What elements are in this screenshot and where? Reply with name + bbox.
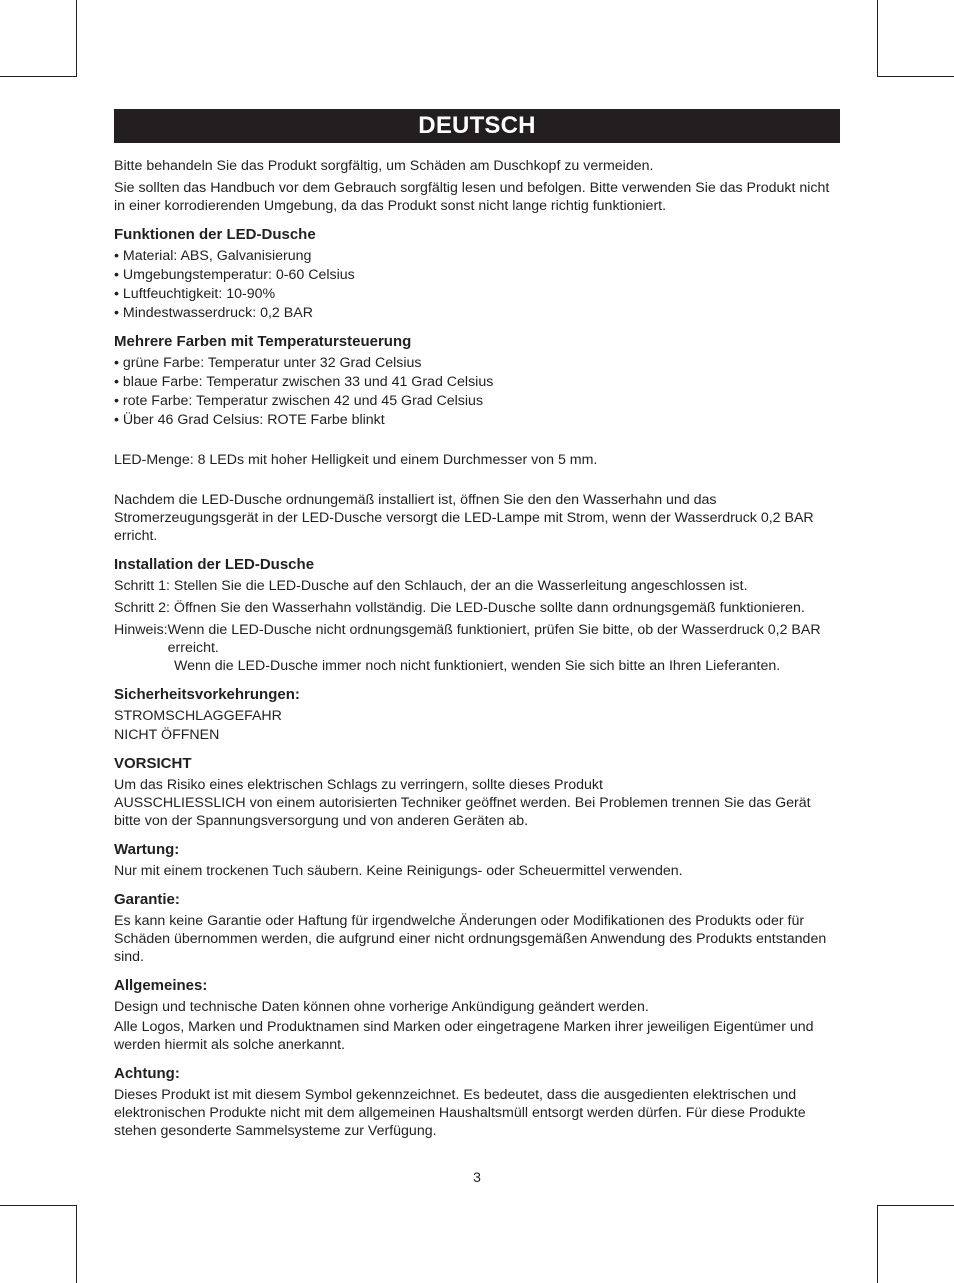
intro-paragraph-2: Sie sollten das Handbuch vor dem Gebrauch sorgfältig lesen und befolgen. Bitte verwenden Sie das Produkt nicht in einer korrodierenden Umgebung, da das Produkt sonst nicht lange richtig funktioniert. — [114, 180, 830, 214]
list-item: • Luftfeuchtigkeit: 10-90% — [114, 286, 276, 302]
hint-label: Hinweis: — [114, 622, 168, 638]
general-line-2: Alle Logos, Marken und Produktnamen sind Marken oder eingetragene Marken ihrer jeweiligen Eigentümer und werden hiermit als solche anerkannt. — [114, 1019, 814, 1053]
crop-mark-bottom-left-h — [0, 1205, 77, 1206]
installation-step-2: Schritt 2: Öffnen Sie den Wasserhahn vollständig. Die LED-Dusche sollte dann ordnungsgemäß funktionieren. — [114, 600, 805, 616]
safety-line-1: STROMSCHLAGGEFAHR — [114, 708, 282, 724]
section-heading-maintenance: Wartung: — [114, 841, 180, 858]
section-heading-functions: Funktionen der LED-Dusche — [114, 226, 316, 243]
list-item: • Material: ABS, Galvanisierung — [114, 248, 312, 264]
general-line-1: Design und technische Daten können ohne vorherige Ankündigung geändert werden. — [114, 999, 649, 1015]
list-item: • grüne Farbe: Temperatur unter 32 Grad Celsius — [114, 355, 422, 371]
page-number: 3 — [473, 1169, 481, 1185]
installation-note: Nachdem die LED-Dusche ordnungemäß installiert ist, öffnen Sie den den Wasserhahn und das Stromerzeugungsgerät in der LED-Dusche versorgt die LED-Lampe mit Strom, wenn der Wasserdruck 0,2 BAR erricht. — [114, 492, 814, 544]
intro-paragraph-1: Bitte behandeln Sie das Produkt sorgfältig, um Schäden am Duschkopf zu vermeiden. — [114, 158, 654, 174]
section-heading-caution: VORSICHT — [114, 755, 192, 772]
crop-mark-bottom-left-v — [76, 1205, 77, 1283]
crop-mark-top-right-h — [877, 76, 954, 77]
document-body — [114, 157, 840, 1140]
warranty-text: Es kann keine Garantie oder Haftung für irgendwelche Änderungen oder Modifikationen des Produkts oder für Schäden übernommen werden, die aufgrund einer nicht ordnungsgemäßen Anwendung des Produkts entstanden sind. — [114, 913, 827, 965]
hint-text-1: Wenn die LED-Dusche nicht ordnungsgemäß funktioniert, prüfen Sie bitte, ob der Wasserdruck 0,2 BAR erreicht. — [167, 622, 821, 656]
list-item: • Mindestwasserdruck: 0,2 BAR — [114, 305, 313, 321]
crop-mark-top-right-v — [877, 0, 878, 77]
installation-hint — [114, 621, 840, 657]
installation-step-1: Schritt 1: Stellen Sie die LED-Dusche auf den Schlauch, der an die Wasserleitung angeschlossen ist. — [114, 578, 748, 594]
hint-text-2: Wenn die LED-Dusche immer noch nicht funktioniert, wenden Sie sich bitte an Ihren Lieferanten. — [174, 658, 781, 674]
maintenance-text: Nur mit einem trockenen Tuch säubern. Keine Reinigungs- oder Scheuermittel verwenden. — [114, 863, 683, 879]
section-heading-installation: Installation der LED-Dusche — [114, 556, 315, 573]
led-count-text: LED-Menge: 8 LEDs mit hoher Helligkeit und einem Durchmesser von 5 mm. — [114, 452, 598, 468]
list-item: • Umgebungstemperatur: 0-60 Celsius — [114, 267, 355, 283]
list-item: • rote Farbe: Temperatur zwischen 42 und 45 Grad Celsius — [114, 393, 484, 409]
safety-line-2: NICHT ÖFFNEN — [114, 727, 220, 743]
section-heading-colors: Mehrere Farben mit Temperatursteuerung — [114, 333, 412, 350]
section-heading-attention: Achtung: — [114, 1065, 180, 1082]
list-item: • blaue Farbe: Temperatur zwischen 33 und 41 Grad Celsius — [114, 374, 494, 390]
page-title: DEUTSCH — [418, 112, 536, 139]
caution-line-2: AUSSCHLIESSLICH von einem autorisierten Techniker geöffnet werden. Bei Problemen trennen Sie das Gerät bitte von der Spannungsversorgung und von anderen Geräten ab. — [114, 795, 811, 829]
section-heading-general: Allgemeines: — [114, 977, 208, 994]
attention-text: Dieses Produkt ist mit diesem Symbol gekennzeichnet. Es bedeutet, dass die ausgedienten elektrischen und elektronischen Produkte nicht mit dem allgemeinen Haushaltsmüll entsorgt werden dürfen. Für diese Produkte stehen gesonderte Sammelsysteme zur Verfügung. — [114, 1087, 806, 1139]
crop-mark-top-left-h — [0, 76, 77, 77]
crop-mark-bottom-right-v — [877, 1205, 878, 1283]
section-heading-safety: Sicherheitsvorkehrungen: — [114, 686, 300, 703]
caution-line-1: Um das Risiko eines elektrischen Schlags zu verringern, sollte dieses Produkt — [114, 777, 603, 793]
crop-mark-bottom-right-h — [877, 1205, 954, 1206]
section-heading-warranty: Garantie: — [114, 891, 180, 908]
list-item: • Über 46 Grad Celsius: ROTE Farbe blinkt — [114, 412, 385, 428]
crop-mark-top-left-v — [76, 0, 77, 77]
language-banner — [114, 109, 840, 143]
